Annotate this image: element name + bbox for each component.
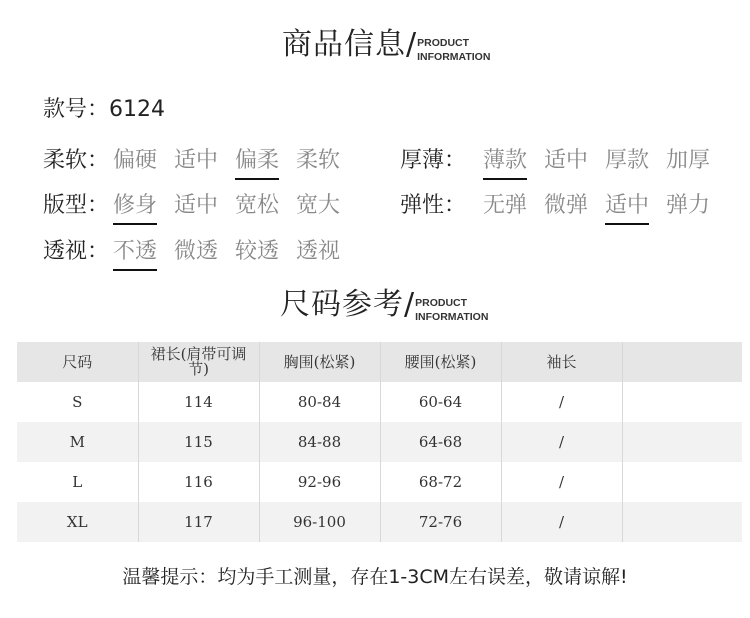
- attr-option-selected: 不透: [113, 234, 157, 265]
- cell: [622, 382, 742, 422]
- attr-label: 透视：: [43, 239, 110, 264]
- attr-label: 厚薄：: [400, 148, 467, 173]
- cell: 116: [138, 462, 259, 502]
- attr-thickness: [400, 143, 727, 174]
- cell: 115: [138, 422, 259, 462]
- cell: M: [17, 422, 138, 462]
- measurement-tip: 温馨提示：均为手工测量，存在1-3CM左右误差，敬请谅解!: [122, 566, 628, 588]
- header-dress-length: 裙长(肩带可调节): [138, 342, 259, 382]
- attr-label: 弹性：: [400, 193, 467, 218]
- table-row: [17, 462, 742, 502]
- attr-option: 偏硬: [113, 148, 158, 173]
- attr-fit: [43, 188, 357, 219]
- attr-transparency: [43, 234, 357, 265]
- cell: 80-84: [259, 382, 380, 422]
- attr-option: 无弹: [483, 193, 528, 218]
- attr-option: 弹力: [666, 193, 711, 218]
- attr-option-selected: 薄款: [483, 143, 527, 174]
- cell: 92-96: [259, 462, 380, 502]
- header-waist: 腰围(松紧): [380, 342, 501, 382]
- size-section-title: [0, 284, 750, 334]
- attr-option: 适中: [174, 148, 219, 173]
- attr-option-selected: 偏柔: [235, 143, 279, 174]
- cell: S: [17, 382, 138, 422]
- header-size: 尺码: [17, 342, 138, 382]
- attr-option-selected: 修身: [113, 188, 157, 219]
- attr-label: 柔软：: [43, 148, 110, 173]
- table-row: [17, 382, 742, 422]
- cell: 64-68: [380, 422, 501, 462]
- size-title-en: PRODUCT INFORMATION: [415, 297, 489, 323]
- cell: L: [17, 462, 138, 502]
- cell: 117: [138, 502, 259, 542]
- cell: /: [501, 462, 622, 502]
- table-row: [17, 422, 742, 462]
- cell: 68-72: [380, 462, 501, 502]
- cell: 60-64: [380, 382, 501, 422]
- info-title-en: PRODUCT INFORMATION: [417, 37, 491, 63]
- header-bust: 胸围(松紧): [259, 342, 380, 382]
- attr-option: 透视: [296, 239, 341, 264]
- cell: [622, 502, 742, 542]
- cell: [622, 422, 742, 462]
- cell: 96-100: [259, 502, 380, 542]
- attr-option: 柔软: [296, 148, 341, 173]
- attr-option: 宽大: [296, 193, 341, 218]
- attr-option: 较透: [235, 239, 280, 264]
- attr-option: 适中: [544, 148, 589, 173]
- attr-option: 厚款: [605, 148, 650, 173]
- cell: 114: [138, 382, 259, 422]
- size-table: [17, 342, 742, 542]
- attr-option: 宽松: [235, 193, 280, 218]
- attr-softness: [43, 143, 357, 174]
- info-title-cn: 商品信息/: [282, 27, 418, 62]
- attr-option: 适中: [174, 193, 219, 218]
- attr-label: 版型：: [43, 193, 110, 218]
- size-title-cn: 尺码参考/: [280, 287, 416, 322]
- header-empty: [622, 342, 742, 382]
- attr-option: 微透: [174, 239, 219, 264]
- cell: [622, 462, 742, 502]
- cell: 84-88: [259, 422, 380, 462]
- info-section-title: [0, 22, 750, 72]
- cell: /: [501, 382, 622, 422]
- attr-option: 微弹: [544, 193, 589, 218]
- table-header-row: [17, 342, 742, 382]
- cell: /: [501, 502, 622, 542]
- attr-option: 加厚: [666, 148, 711, 173]
- cell: /: [501, 422, 622, 462]
- cell: XL: [17, 502, 138, 542]
- attr-elasticity: [400, 188, 727, 219]
- table-row: [17, 502, 742, 542]
- header-sleeve: 袖长: [501, 342, 622, 382]
- style-number: 款号：6124: [43, 97, 165, 122]
- cell: 72-76: [380, 502, 501, 542]
- attr-option-selected: 适中: [605, 188, 649, 219]
